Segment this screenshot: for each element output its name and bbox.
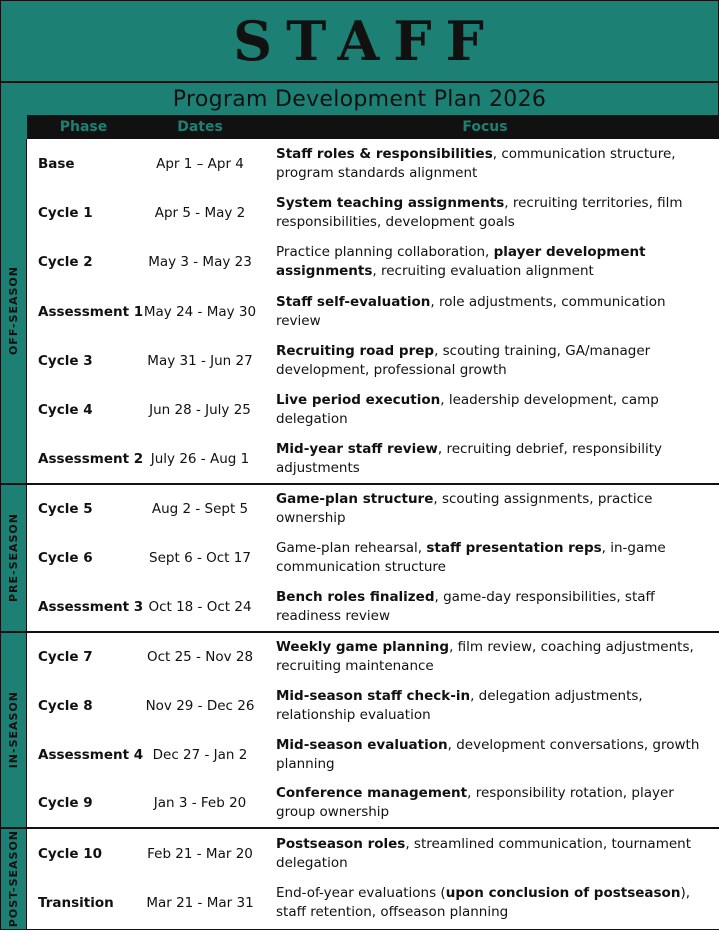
focus-text: , scouting training, GA/manager development, professional growth — [276, 342, 651, 378]
focus-highlight: staff presentation reps — [426, 539, 602, 556]
table-row — [27, 188, 719, 237]
phase-group-in-season — [1, 633, 719, 827]
focus-text: , game-day responsibilities, staff readiness review — [276, 588, 655, 624]
focus-cell — [260, 638, 719, 676]
focus-text: , streamlined communication, tournament delegation — [276, 835, 691, 871]
focus-highlight: System teaching assignments — [276, 194, 505, 211]
focus-highlight: Recruiting road prep — [276, 342, 435, 359]
table-row — [27, 779, 719, 827]
phase-cell: Assessment 1 — [38, 303, 144, 320]
focus-highlight: Mid-year staff review — [276, 440, 438, 457]
table-row — [27, 139, 719, 188]
focus-text: , leadership development, camp delegation — [276, 391, 659, 427]
phase-label-column — [1, 139, 27, 483]
table-row — [27, 434, 719, 483]
phase-cell: Cycle 9 — [38, 795, 93, 811]
focus-text: , recruiting evaluation alignment — [372, 263, 594, 279]
dates-cell: Oct 18 - Oct 24 — [148, 598, 252, 615]
table-row — [27, 533, 719, 582]
table-row — [27, 878, 719, 927]
phase-label-pre-season: PRE-SEASON — [7, 513, 20, 603]
phase-cell: Cycle 6 — [38, 549, 93, 566]
focus-cell — [260, 539, 719, 577]
focus-highlight: Conference management — [276, 785, 468, 801]
phase-label-column — [1, 829, 27, 929]
phase-rows — [27, 485, 719, 631]
dates-cell: May 31 - Jun 27 — [147, 352, 253, 369]
focus-cell — [260, 835, 719, 873]
phase-group-off-season — [1, 139, 719, 483]
dates-cell: May 3 - May 23 — [148, 254, 252, 270]
phase-cell: Cycle 4 — [38, 401, 93, 418]
dates-cell: Nov 29 - Dec 26 — [145, 697, 255, 714]
focus-text: , in-game communication structure — [276, 539, 666, 575]
phase-label-column — [1, 485, 27, 631]
focus-text: , role adjustments, communication review — [276, 293, 666, 329]
focus-cell — [260, 194, 719, 232]
page-title: STAFF — [233, 9, 498, 73]
focus-highlight: upon conclusion of postseason — [445, 884, 681, 901]
phase-cell: Cycle 8 — [38, 697, 93, 714]
subtitle-band — [1, 83, 718, 116]
phase-cell: Assessment 4 — [38, 746, 144, 763]
table-row — [27, 633, 719, 681]
phase-cell: Assessment 2 — [38, 450, 144, 467]
phase-cell: Cycle 2 — [38, 254, 93, 270]
focus-cell — [260, 588, 719, 626]
focus-cell — [260, 784, 719, 822]
dates-cell: Mar 21 - Mar 31 — [146, 894, 254, 911]
header-spacer — [1, 115, 27, 139]
focus-cell — [260, 145, 719, 183]
table-row — [27, 385, 719, 434]
dates-cell: Dec 27 - Jan 2 — [152, 746, 248, 763]
focus-text: , delegation adjustments, relationship evaluation — [276, 687, 643, 723]
focus-text: , film review, coaching adjustments, recruiting maintenance — [276, 639, 694, 674]
phase-group-post-season — [1, 829, 719, 929]
focus-cell — [260, 687, 719, 725]
phase-cell: Cycle 5 — [38, 501, 93, 517]
title-band — [1, 1, 718, 83]
focus-highlight: Mid-season staff check-in — [276, 687, 471, 704]
focus-highlight: Postseason roles — [276, 835, 406, 852]
dates-cell: Jun 28 - July 25 — [149, 401, 251, 418]
dates-cell: Aug 2 - Sept 5 — [151, 501, 249, 517]
focus-text: , recruiting debrief, responsibility adjustments — [276, 440, 662, 476]
focus-cell — [260, 884, 719, 922]
focus-highlight: Live period execution — [276, 391, 441, 408]
dates-cell: May 24 - May 30 — [143, 303, 257, 320]
column-header-dates: Dates — [177, 119, 223, 135]
table-body — [1, 139, 719, 931]
phase-cell: Cycle 3 — [38, 352, 93, 369]
focus-text: End-of-year evaluations ( — [276, 884, 446, 901]
dates-cell: July 26 - Aug 1 — [150, 450, 250, 467]
column-header-phase: Phase — [59, 119, 108, 135]
dates-cell: Apr 5 - May 2 — [154, 204, 246, 221]
focus-cell — [260, 440, 719, 478]
table-row — [27, 829, 719, 878]
focus-cell — [260, 736, 719, 774]
phase-rows — [27, 139, 719, 483]
focus-cell — [260, 293, 719, 331]
table-row — [27, 287, 719, 336]
focus-text: Game-plan rehearsal, — [276, 539, 427, 556]
dates-cell: Feb 21 - Mar 20 — [147, 845, 253, 862]
focus-text: , scouting assignments, practice ownership — [276, 491, 653, 526]
focus-text: , communication structure, program standards alignment — [276, 145, 676, 181]
phase-group-pre-season — [1, 485, 719, 631]
page-subtitle: Program Development Plan 2026 — [172, 86, 547, 112]
table-row — [27, 730, 719, 779]
column-header-focus: Focus — [462, 119, 508, 135]
table-row — [27, 336, 719, 385]
focus-text: , recruiting territories, film responsibilities, development goals — [276, 194, 683, 230]
phase-cell: Assessment 3 — [38, 598, 144, 615]
focus-text: , responsibility rotation, player group ownership — [276, 785, 674, 820]
phase-cell: Cycle 1 — [38, 204, 93, 221]
phase-label-off-season: OFF-SEASON — [7, 266, 20, 356]
focus-highlight: Weekly game planning — [276, 639, 450, 655]
header-bar — [27, 115, 719, 139]
focus-cell — [260, 391, 719, 429]
phase-cell: Transition — [38, 894, 114, 911]
focus-cell — [260, 243, 719, 281]
dates-cell: Sept 6 - Oct 17 — [149, 549, 251, 566]
focus-cell — [260, 342, 719, 380]
focus-highlight: Staff roles & responsibilities — [276, 145, 493, 162]
phase-cell: Cycle 7 — [38, 649, 93, 665]
focus-text: ), staff retention, offseason planning — [276, 884, 690, 920]
dates-cell: Oct 25 - Nov 28 — [146, 649, 254, 665]
table-row — [27, 681, 719, 730]
phase-label-in-season: IN-SEASON — [7, 691, 20, 769]
focus-text: , development conversations, growth planning — [276, 736, 700, 772]
focus-highlight: player development assignments — [276, 244, 646, 279]
focus-cell — [260, 490, 719, 528]
table-row — [27, 485, 719, 533]
table-header — [1, 115, 719, 139]
phase-rows — [27, 829, 719, 929]
dates-cell: Jan 3 - Feb 20 — [153, 795, 247, 811]
focus-highlight: Staff self-evaluation — [276, 293, 431, 310]
focus-text: Practice planning collaboration, — [276, 244, 494, 260]
focus-highlight: Game-plan structure — [276, 491, 434, 507]
phase-label-post-season: POST-SEASON — [7, 830, 20, 928]
dates-cell: Apr 1 – Apr 4 — [156, 155, 244, 172]
table-row — [27, 237, 719, 287]
phase-cell: Cycle 10 — [38, 845, 102, 862]
phase-rows — [27, 633, 719, 827]
phase-label-column — [1, 633, 27, 827]
focus-highlight: Mid-season evaluation — [276, 736, 448, 753]
focus-highlight: Bench roles finalized — [276, 588, 435, 605]
table-row — [27, 582, 719, 631]
phase-cell: Base — [38, 155, 75, 172]
